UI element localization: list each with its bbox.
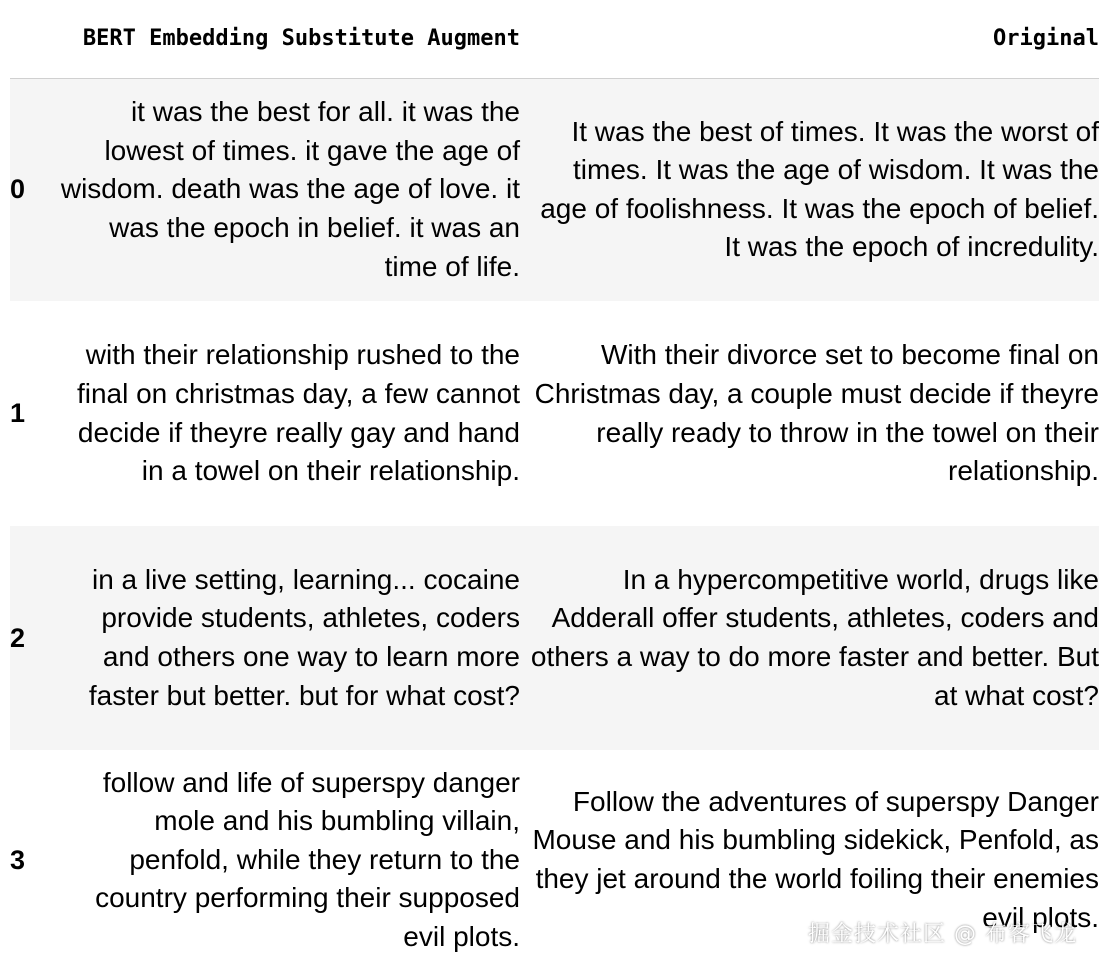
dataframe-table <box>10 0 1099 970</box>
bert-augmented-text: in a live setting, learning... cocaine provide students, athletes, coders and others one way to learn more faster but better. but for what cost? <box>88 563 520 711</box>
table-row <box>10 526 1099 750</box>
row-index: 1 <box>10 398 26 428</box>
bert-augmented-text: with their relationship rushed to the final on christmas day, a few cannot decide if theyre really gay and hand in a towel on their relationship. <box>76 339 520 487</box>
column-header-bert: BERT Embedding Substitute Augment <box>82 26 520 52</box>
table-row <box>10 301 1099 526</box>
row-index: 3 <box>10 844 26 875</box>
row-index: 0 <box>10 174 26 205</box>
column-header-original: Original <box>993 26 1099 52</box>
original-text: Follow the adventures of superspy Danger Mouse and his bumbling sidekick, Penfold, as they jet around the world foiling their enemies evil plots. <box>532 785 1099 933</box>
bert-augmented-text: it was the best for all. it was the lowest of times. it gave the age of wisdom. death was the age of love. it was the epoch in belief. it was an time of life. <box>60 96 520 282</box>
original-text: It was the best of times. It was the worst of times. It was the age of wisdom. It was the age of foolishness. It was the epoch of belief. It was the epoch of incredulity. <box>540 115 1099 263</box>
row-index: 2 <box>10 622 26 653</box>
table-row <box>10 78 1099 301</box>
index-header <box>10 0 58 78</box>
table-body <box>10 78 1099 970</box>
header-row <box>10 0 1099 78</box>
table-header <box>10 0 1099 78</box>
original-text: In a hypercompetitive world, drugs like Adderall offer students, athletes, coders and others a way to do more faster and better. But at what cost? <box>530 563 1099 711</box>
watermark: 掘金技术社区 @ 布客飞龙 <box>808 922 1077 947</box>
original-text: With their divorce set to become final on Christmas day, a couple must decide if theyre really ready to throw in the towel on their relationship. <box>534 339 1099 487</box>
bert-augmented-text: follow and life of superspy danger mole and his bumbling villain, penfold, while they return to the country performing their supposed evil plots. <box>95 766 520 952</box>
